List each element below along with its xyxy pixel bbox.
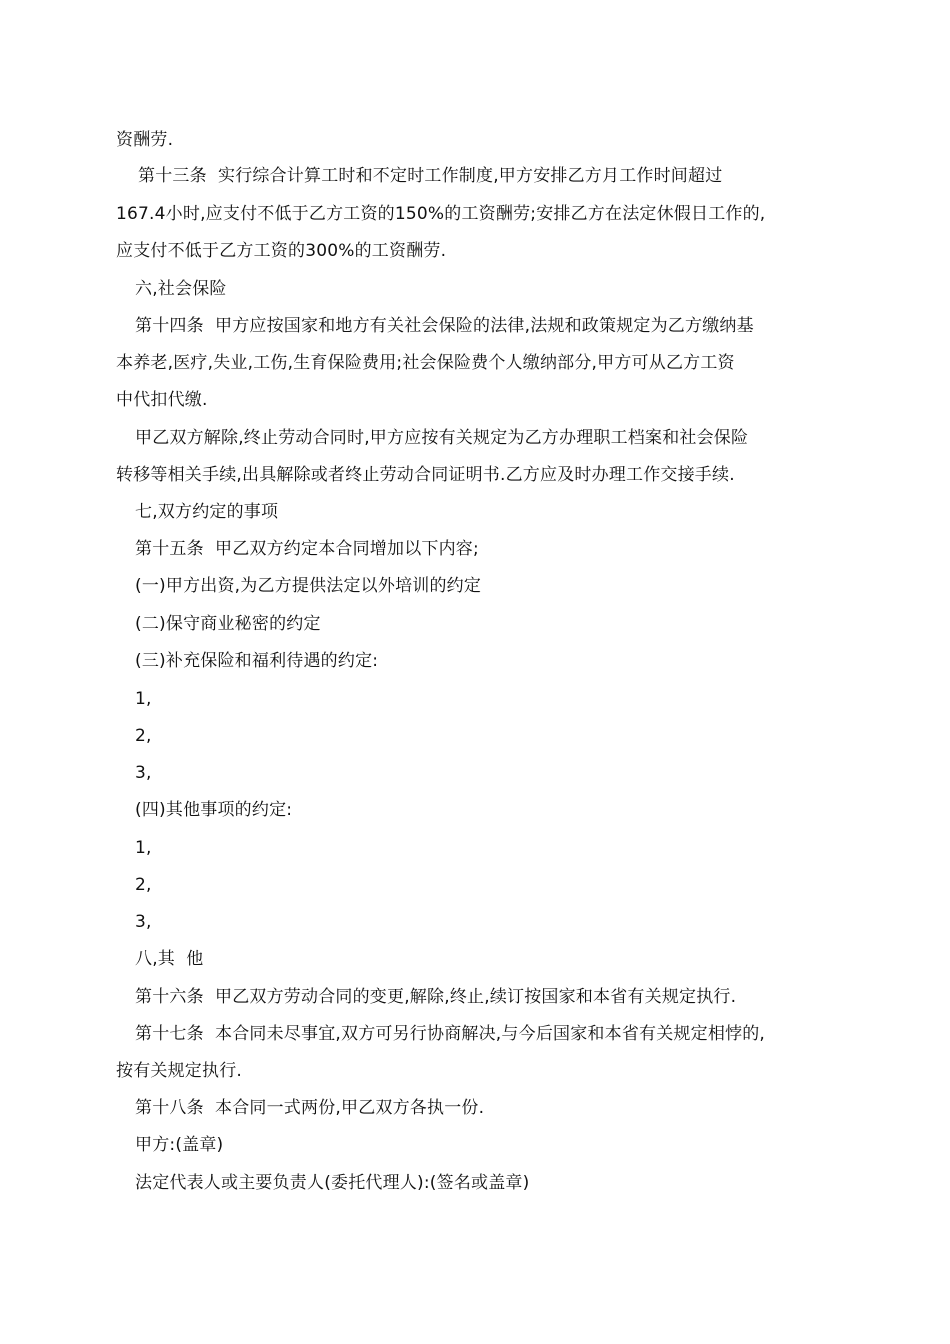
section-heading: 六,社会保险 [135, 279, 227, 299]
text-line: 第十三条 实行综合计算工时和不定时工作制度,甲方安排乙方月工作时间超过 [138, 166, 723, 186]
text-line: 第十八条 本合同一式两份,甲乙双方各执一份. [135, 1098, 485, 1118]
list-item: 2, [135, 875, 152, 895]
text-line: 资酬劳. [116, 130, 174, 150]
text-line: 应支付不低于乙方工资的300%的工资酬劳. [116, 241, 447, 261]
text-line: 第十四条 甲方应按国家和地方有关社会保险的法律,法规和政策规定为乙方缴纳基 [135, 316, 754, 336]
text-line: (二)保守商业秘密的约定 [135, 614, 321, 634]
text-line: 第十五条 甲乙双方约定本合同增加以下内容; [135, 539, 479, 559]
text-line: 中代扣代缴. [116, 390, 208, 410]
list-item: 1, [135, 689, 152, 709]
section-heading: 八,其 他 [135, 949, 204, 969]
text-line: (一)甲方出资,为乙方提供法定以外培训的约定 [135, 576, 482, 596]
text-line: (三)补充保险和福利待遇的约定: [135, 651, 379, 671]
text-line: 第十六条 甲乙双方劳动合同的变更,解除,终止,续订按国家和本省有关规定执行. [135, 987, 737, 1007]
text-line: 167.4小时,应支付不低于乙方工资的150%的工资酬劳;安排乙方在法定休假日工作的, [116, 204, 766, 224]
text-line: 本养老,医疗,失业,工伤,生育保险费用;社会保险费个人缴纳部分,甲方可从乙方工资 [116, 353, 735, 373]
text-line: 甲乙双方解除,终止劳动合同时,甲方应按有关规定为乙方办理职工档案和社会保险 [135, 428, 749, 448]
signature-line: 法定代表人或主要负责人(委托代理人):(签名或盖章) [135, 1173, 530, 1193]
signature-line: 甲方:(盖章) [135, 1135, 224, 1155]
list-item: 1, [135, 838, 152, 858]
text-line: 按有关规定执行. [116, 1061, 243, 1081]
list-item: 3, [135, 912, 152, 932]
text-line: (四)其他事项的约定: [135, 800, 293, 820]
section-heading: 七,双方约定的事项 [135, 502, 279, 522]
text-line: 转移等相关手续,出具解除或者终止劳动合同证明书.乙方应及时办理工作交接手续. [116, 465, 735, 485]
list-item: 3, [135, 763, 152, 783]
text-line: 第十七条 本合同未尽事宜,双方可另行协商解决,与今后国家和本省有关规定相悖的, [135, 1024, 766, 1044]
list-item: 2, [135, 726, 152, 746]
